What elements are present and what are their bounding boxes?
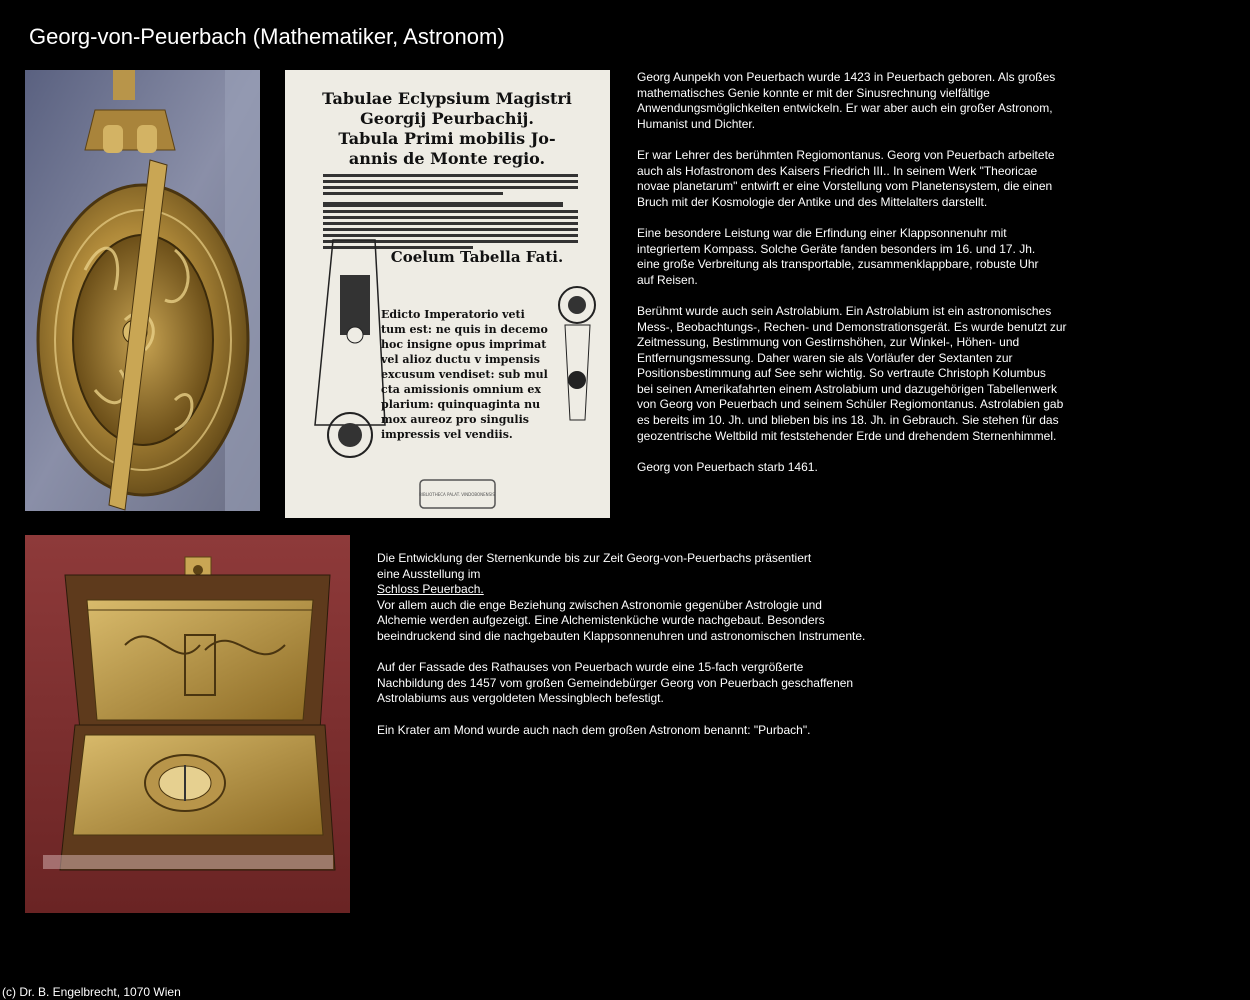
book-col-line-5: excusum vendiset: sub mul — [381, 368, 548, 381]
bio-paragraph-2: Er war Lehrer des berühmten Regiomontanus. Georg von Peuerbach arbeitete auch als Hofastronom des Kaisers Friedrich III.. In seinem Werk "Theoricae novae planetarum" entwirft er eine Vorstellung vom Planetensystem, die einen Bruch mit der Kosmologie der Antike und des Mittelalters darstellt. — [637, 147, 1055, 209]
bio-paragraph-4: Berühmt wurde auch sein Astrolabium. Ein Astrolabium ist ein astronomisches Mess-, Beobachtungs-, Rechen- und Demonstrationsgerät. Es wurde benutzt zur Zeitmessung, Bestimmung von Gestirnshöhen, zur Winkel-, Höhen- und Entfernungsmessung. Daher waren sie als Vorläufer der Sextanten zur Positionsbestimmung auf See sehr wichtig. So vertraute Christoph Kolumbus bei seinen Amerikafahrten einem Astrolabium und dazugehörigen Tabellenwerk von Georg von Peuerbach und seinem Schüler Regiomontanus. Astrolabien gab es bereits im 10. Jh. und blieben bis ins 18. Jh. in Gebrauch. Sie stehen für das geozentrische Weltbild mit feststehender Erde und drehendem Sternenhimmel. — [637, 303, 1067, 443]
exhibit-intro-rest: Vor allem auch die enge Beziehung zwischen Astronomie gegenüber Astrologie und Alchemie werden aufgezeigt. Eine Alchemistenküche wurde nachgebaut. Besonders beeindruckend sind die nachgebauten Klappsonnenuhren und astronomischen Instrumente. — [377, 597, 866, 643]
exhibit-paragraph-3: Ein Krater am Mond wurde auch nach dem großen Astronom benannt: "Purbach". — [377, 722, 811, 737]
astrolabe-illustration — [25, 70, 260, 511]
library-stamp: BIBLIOTHECA PALAT. VINDOBONENSIS — [419, 492, 495, 497]
exhibit-intro-line-1: Die Entwicklung der Sternenkunde bis zur Zeit Georg-von-Peuerbachs präsentiert — [377, 551, 812, 565]
exhibit-paragraph-2: Auf der Fassade des Rathauses von Peuerbach wurde eine 15-fach vergrößerte Nachbildung des 1457 vom großen Gemeindebürger Georg von Peuerbach geschaffenen Astrolabiums aus vergoldeten Messingblech befestigt. — [377, 660, 854, 706]
exhibit-paragraph-1 — [377, 551, 937, 645]
book-col-line-1: Edicto Imperatorio veti — [381, 308, 525, 321]
exhibit-intro-line-2: eine Ausstellung im — [377, 566, 481, 581]
page-title: Georg-von-Peuerbach (Mathematiker, Astronom) — [29, 24, 505, 49]
book-page-photo — [285, 70, 610, 518]
book-col-line-3: hoc insigne opus imprimat — [381, 338, 547, 351]
book-col-line-6: cta amissionis omnium ex — [381, 383, 541, 396]
copyright-footer: (c) Dr. B. Engelbrecht, 1070 Wien — [2, 985, 181, 999]
exhibit-text — [377, 551, 937, 754]
book-heading-3: Tabula Primi mobilis Jo- — [338, 129, 556, 148]
sundial-illustration — [25, 535, 350, 913]
book-heading-2: Georgij Peurbachij. — [360, 109, 534, 128]
book-heading-4: annis de Monte regio. — [348, 149, 546, 168]
bio-paragraph-1: Georg Aunpekh von Peuerbach wurde 1423 in Peuerbach geboren. Als großes mathematisches Genie konnte er mit der Sinusrechnung vielfältige Anwendungsmöglichkeiten entwickeln. Er war aber auch ein großer Astronom, Humanist und Dichter. — [637, 70, 1056, 131]
book-caption: Coelum Tabella Fati. — [390, 248, 564, 266]
book-col-line-8: mox aureoz pro singulis — [381, 413, 529, 426]
bio-text — [637, 70, 1237, 491]
book-col-line-9: impressis vel vendiis. — [381, 428, 513, 441]
bio-paragraph-5: Georg von Peuerbach starb 1461. — [637, 459, 818, 474]
book-col-line-7: plarium: quinquaginta nu — [381, 398, 541, 411]
book-heading-1: Tabulae Eclypsium Magistri — [322, 89, 572, 108]
book-col-line-4: vel alioz ductu v impensis — [381, 353, 540, 366]
folding-sundial-photo — [25, 535, 350, 913]
book-col-line-2: tum est: ne quis in decemo — [381, 323, 548, 336]
bio-paragraph-3: Eine besondere Leistung war die Erfindung einer Klappsonnenuhr mit integriertem Kompass. Solche Geräte fanden besonders im 16. und 17. Jh. eine große Verbreitung als transportable, zusammenklappbare, robuste Uhr auf Reisen. — [637, 225, 1039, 287]
astrolabe-photo — [25, 70, 260, 511]
schloss-peuerbach-link[interactable]: Schloss Peuerbach. — [377, 582, 484, 597]
book-page-illustration — [285, 70, 610, 518]
